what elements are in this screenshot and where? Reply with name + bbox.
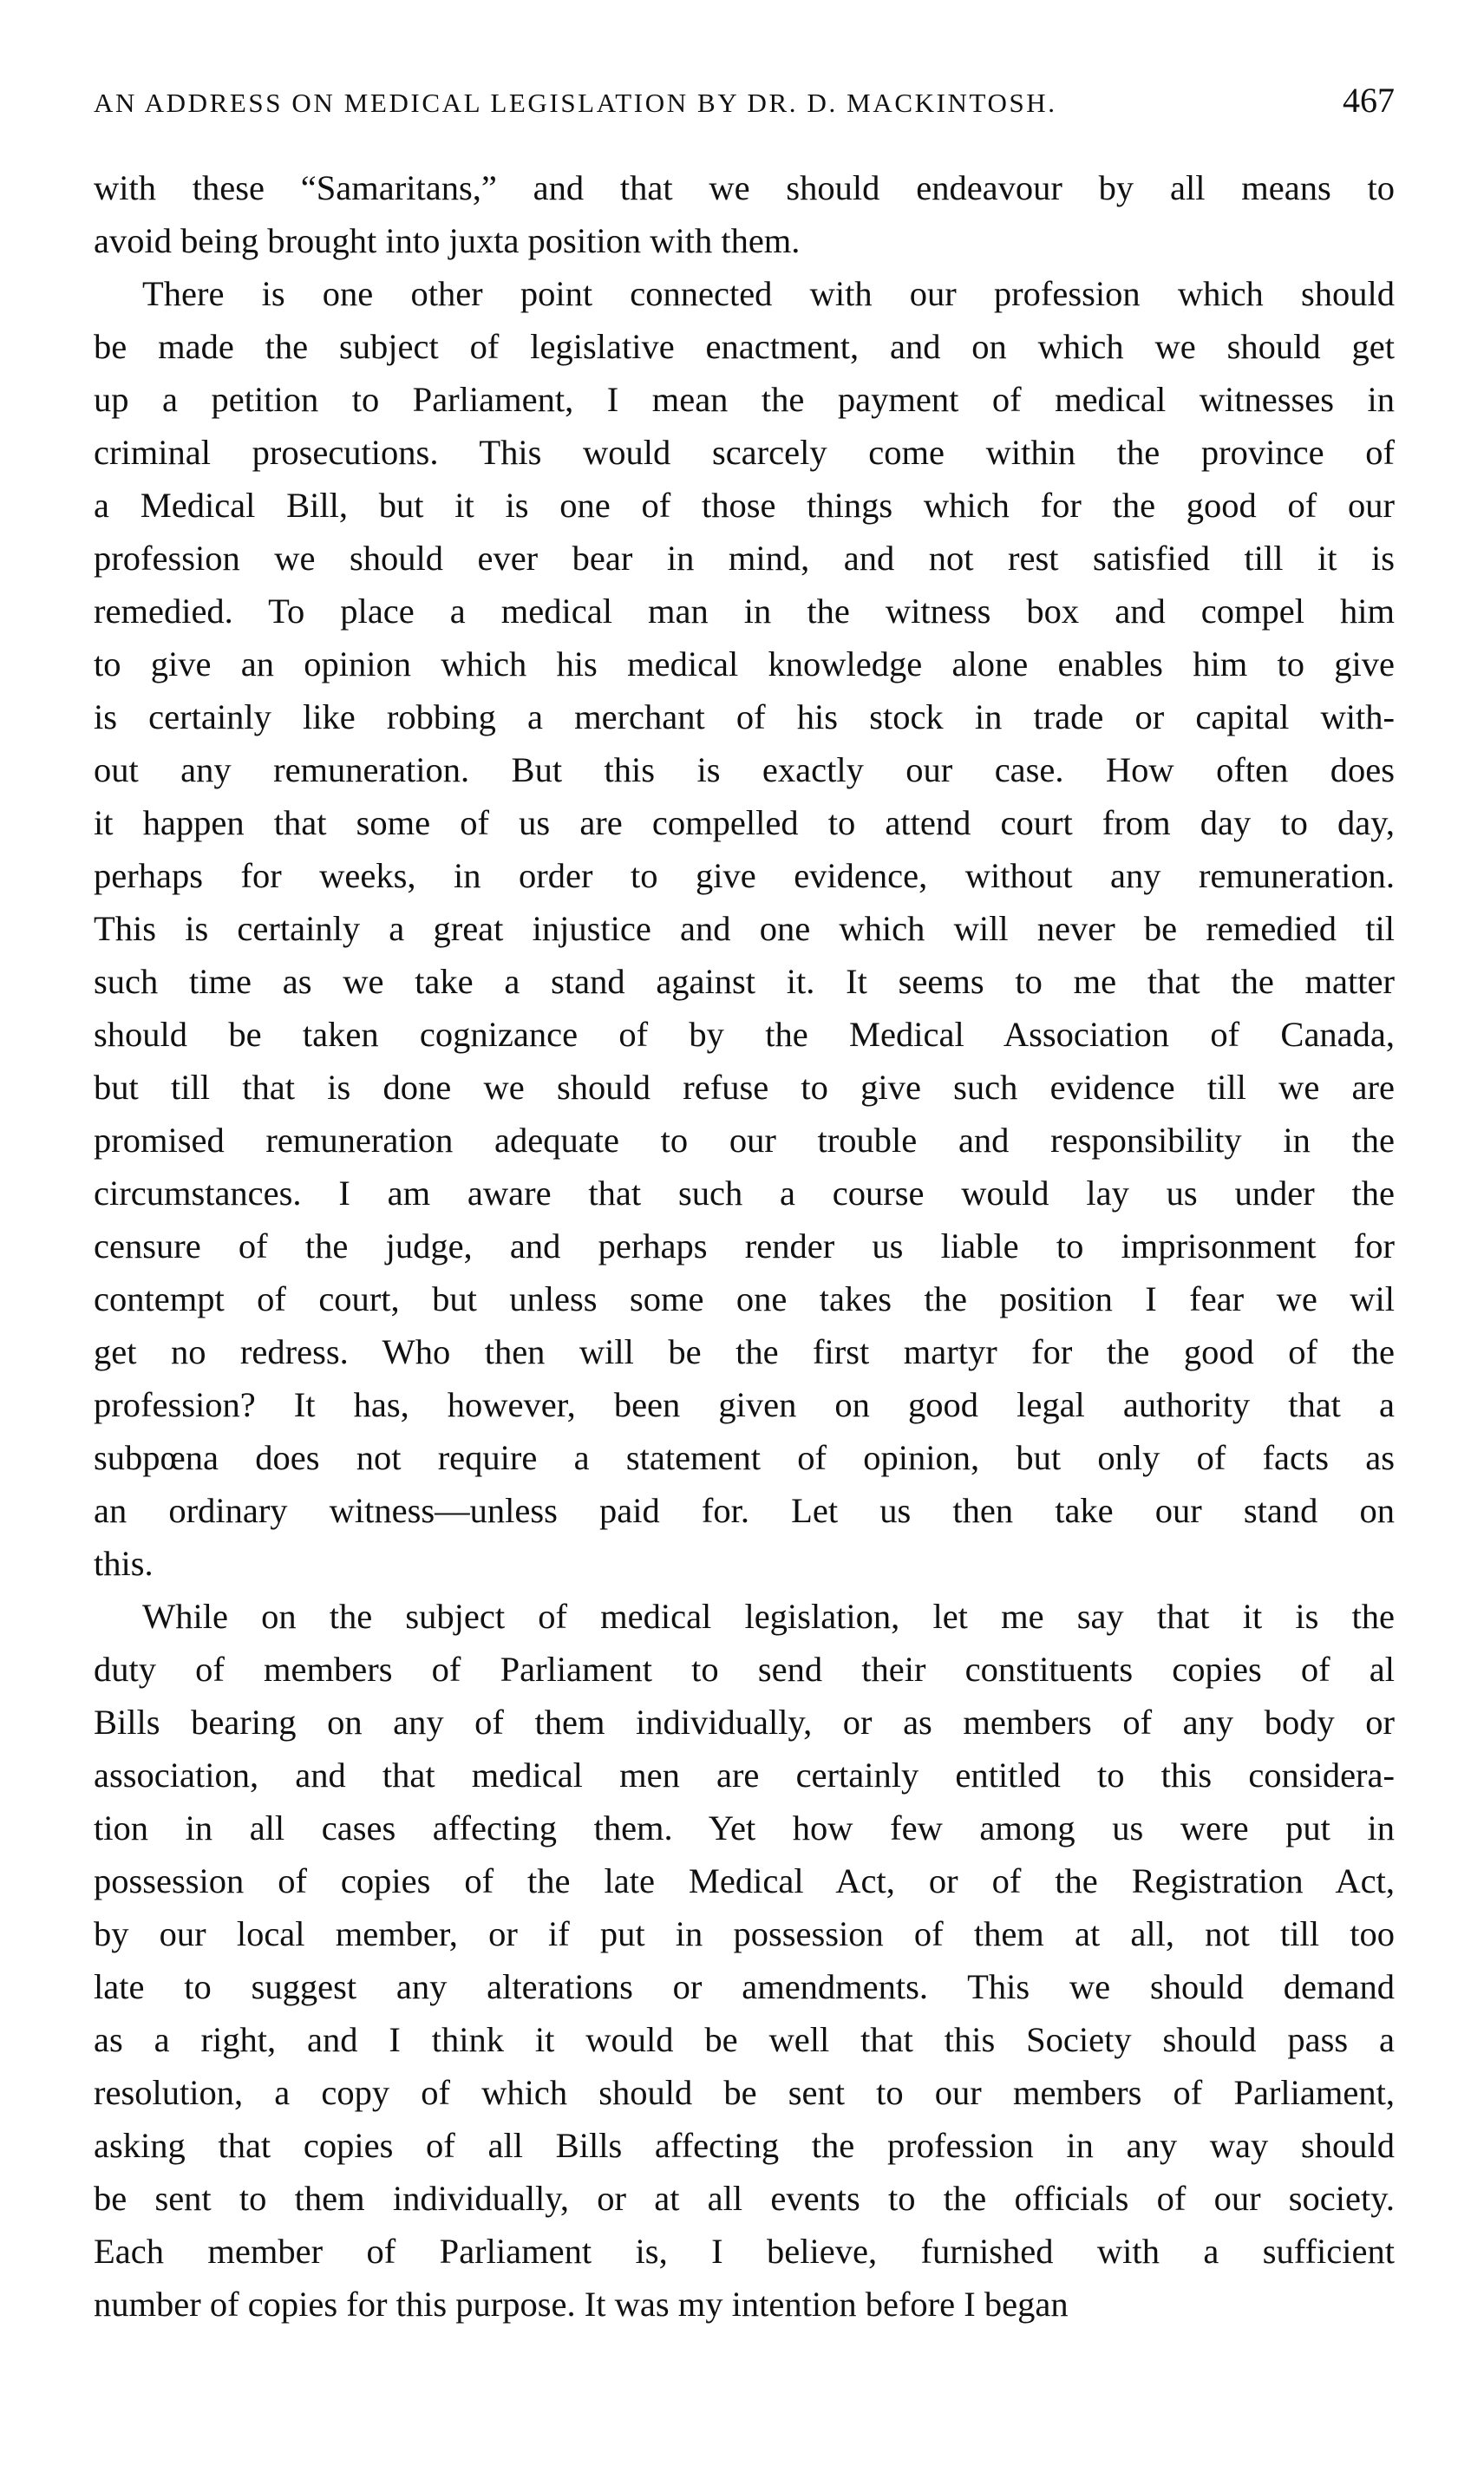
text-line: possession of copies of the late Medical Act, or of the Registration Act,: [94, 1861, 1395, 1900]
text-line: subpœna does not require a statement of opinion, but only of facts as: [94, 1438, 1395, 1477]
text-line: contempt of court, but unless some one takes the position I fear we wil: [94, 1279, 1395, 1318]
paragraph: [94, 1590, 1395, 2331]
text-line: is certainly like robbing a merchant of his stock in trade or capital with-: [94, 697, 1395, 736]
text-line: Each member of Parliament is, I believe, furnished with a sufficient: [94, 2232, 1395, 2271]
text-line: remedied. To place a medical man in the witness box and compel him: [94, 592, 1395, 631]
text-line: be made the subject of legislative enactment, and on which we should get: [94, 327, 1395, 366]
paragraph: [94, 267, 1395, 1590]
text-line: should be taken cognizance of by the Medical Association of Canada,: [94, 1015, 1395, 1054]
text-line: perhaps for weeks, in order to give evidence, without any remuneration.: [94, 856, 1395, 895]
text-line: but till that is done we should refuse to give such evidence till we are: [94, 1068, 1395, 1107]
text-line: an ordinary witness—unless paid for. Let us then take our stand on: [94, 1491, 1395, 1530]
text-line: up a petition to Parliament, I mean the payment of medical witnesses in: [94, 380, 1395, 419]
text-line: While on the subject of medical legislation, let me say that it is the: [142, 1597, 1395, 1636]
running-title: AN ADDRESS ON MEDICAL LEGISLATION BY DR. D. MACKINTOSH.: [94, 88, 1057, 118]
text-line: to give an opinion which his medical knowledge alone enables him to give: [94, 644, 1395, 683]
text-line: asking that copies of all Bills affecting the profession in any way should: [94, 2126, 1395, 2165]
text-line: promised remuneration adequate to our trouble and responsibility in the: [94, 1121, 1395, 1160]
text-line: association, and that medical men are certainly entitled to this considera-: [94, 1756, 1395, 1795]
text-line: duty of members of Parliament to send their constituents copies of al: [94, 1650, 1395, 1689]
text-line: resolution, a copy of which should be sent to our members of Parliament,: [94, 2073, 1395, 2112]
text-line: This is certainly a great injustice and one which will never be remedied til: [94, 909, 1395, 948]
document-page: [94, 80, 1395, 2331]
text-line: profession we should ever bear in mind, and not rest satisfied till it is: [94, 539, 1395, 578]
text-line: profession? It has, however, been given on good legal authority that a: [94, 1385, 1395, 1424]
text-line: criminal prosecutions. This would scarcely come within the province of: [94, 433, 1395, 472]
text-line: a Medical Bill, but it is one of those things which for the good of our: [94, 486, 1395, 525]
body-text: [94, 161, 1395, 2331]
text-line: as a right, and I think it would be well that this Society should pass a: [94, 2020, 1395, 2059]
text-line: censure of the judge, and perhaps render us liable to imprisonment for: [94, 1226, 1395, 1265]
page-number: 467: [1343, 81, 1395, 120]
text-line: be sent to them individually, or at all events to the officials of our society.: [94, 2179, 1395, 2218]
text-line: with these “Samaritans,” and that we should endeavour by all means to: [94, 168, 1395, 207]
text-line: circumstances. I am aware that such a course would lay us under the: [94, 1174, 1395, 1213]
text-line: by our local member, or if put in possession of them at all, not till too: [94, 1914, 1395, 1953]
text-line: this.: [94, 1544, 154, 1583]
paragraph: [94, 161, 1395, 267]
text-line: number of copies for this purpose. It was my intention before I began: [94, 2285, 1069, 2324]
running-header: [94, 80, 1395, 132]
text-line: Bills bearing on any of them individually, or as members of any body or: [94, 1703, 1395, 1742]
text-line: out any remuneration. But this is exactly our case. How often does: [94, 750, 1395, 789]
text-line: get no redress. Who then will be the first martyr for the good of the: [94, 1332, 1395, 1371]
text-line: There is one other point connected with our profession which should: [142, 274, 1395, 313]
text-line: it happen that some of us are compelled to attend court from day to day,: [94, 803, 1395, 842]
text-line: avoid being brought into juxta position with them.: [94, 221, 801, 260]
text-line: tion in all cases affecting them. Yet how few among us were put in: [94, 1808, 1395, 1847]
text-line: late to suggest any alterations or amendments. This we should demand: [94, 1967, 1395, 2006]
text-line: such time as we take a stand against it. It seems to me that the matter: [94, 962, 1395, 1001]
